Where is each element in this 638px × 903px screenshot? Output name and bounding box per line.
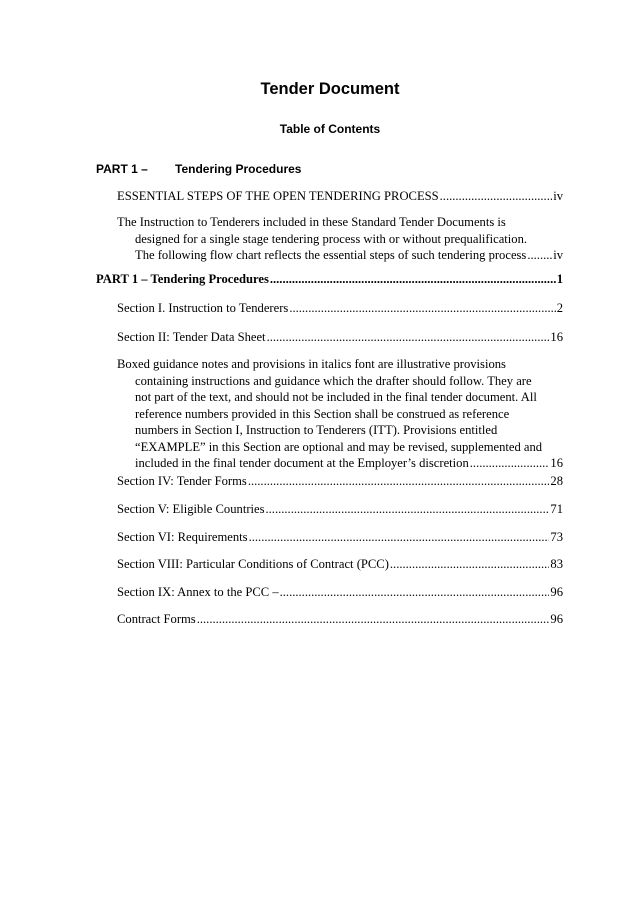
toc-entry-section6[interactable]: [117, 529, 563, 546]
toc-entry-text: Section IV: Tender Forms: [117, 474, 247, 488]
toc-page-number: 2: [556, 301, 563, 315]
toc-page-number: 1: [556, 272, 563, 286]
toc-page-number: 16: [550, 330, 563, 344]
dot-leader: [270, 271, 556, 288]
toc-page-number: 96: [550, 585, 563, 599]
toc-entry-part1[interactable]: [96, 271, 563, 288]
dot-leader: [527, 247, 552, 264]
dot-leader: [440, 188, 553, 205]
dot-leader: [197, 611, 550, 628]
note-line: reference numbers provided in this Section shall be construed as reference: [135, 406, 510, 421]
document-title: Tender Document: [260, 80, 400, 98]
toc-entry-text: Section VI: Requirements: [117, 530, 248, 544]
dot-leader: [248, 473, 550, 490]
toc-entry-section5[interactable]: [117, 501, 563, 518]
toc-entry-section1[interactable]: [117, 300, 563, 317]
note-line: numbers in Section I, Instruction to Tenderers (ITT). Provisions entitled: [135, 423, 498, 437]
dot-leader: [470, 455, 550, 472]
note-line: not part of the text, and should not be included in the final tender document. All: [135, 390, 537, 404]
note-line: designed for a single stage tendering process with or without prequalification.: [135, 231, 528, 246]
toc-entry-section8[interactable]: [117, 556, 563, 573]
toc-page-number: 71: [550, 502, 563, 516]
toc-page-number: 83: [550, 557, 563, 571]
note-line: containing instructions and guidance which the drafter should follow. They are: [135, 373, 532, 388]
note-line: Boxed guidance notes and provisions in italics font are illustrative provisions: [117, 357, 506, 371]
toc-page-number: 16: [550, 456, 563, 470]
dot-leader: [390, 556, 550, 573]
toc-entry-text: Section IX: Annex to the PCC –: [117, 585, 279, 599]
toc-page-number: 73: [550, 530, 563, 544]
toc-page-number: 96: [550, 612, 563, 626]
toc-entry-instruction-note[interactable]: [117, 214, 563, 264]
toc-entry-section4[interactable]: [117, 473, 563, 490]
toc-entry-section9[interactable]: [117, 584, 563, 601]
dot-leader: [267, 329, 550, 346]
toc-entry-text: ESSENTIAL STEPS OF THE OPEN TENDERING PROCESS: [117, 189, 439, 203]
toc-entry-text: Contract Forms: [117, 612, 196, 626]
toc-entry-section2[interactable]: [117, 329, 563, 346]
part-number: PART 1 –: [96, 162, 148, 176]
toc-entry-text: Section V: Eligible Countries: [117, 502, 265, 516]
note-line: included in the final tender document at the Employer’s discretion: [135, 456, 469, 470]
dot-leader: [249, 529, 550, 546]
toc-page-number: iv: [553, 248, 563, 262]
dot-leader: [289, 300, 555, 317]
part-label: Tendering Procedures: [175, 162, 302, 176]
toc-entry-text: Section II: Tender Data Sheet: [117, 330, 266, 344]
toc-entry-text: Section VIII: Particular Conditions of Contract (PCC): [117, 557, 389, 571]
dot-leader: [266, 501, 550, 518]
toc-entry-text: Section I. Instruction to Tenderers: [117, 301, 289, 315]
note-line: The following flow chart reflects the essential steps of such tendering process: [135, 248, 527, 262]
toc-entry-text: PART 1 – Tendering Procedures: [96, 272, 269, 286]
toc-heading: Table of Contents: [279, 122, 381, 136]
note-line: The Instruction to Tenderers included in these Standard Tender Documents is: [117, 215, 506, 229]
dot-leader: [280, 584, 550, 601]
part-heading: [96, 162, 301, 176]
toc-entry-guidance-note[interactable]: [117, 356, 563, 472]
toc-page-number: iv: [553, 189, 563, 203]
toc-entry-contract-forms[interactable]: [117, 611, 563, 628]
toc-entry-essential-steps[interactable]: [117, 188, 563, 205]
toc-page-number: 28: [550, 474, 563, 488]
note-line: “EXAMPLE” in this Section are optional and may be revised, supplemented and: [135, 439, 543, 454]
